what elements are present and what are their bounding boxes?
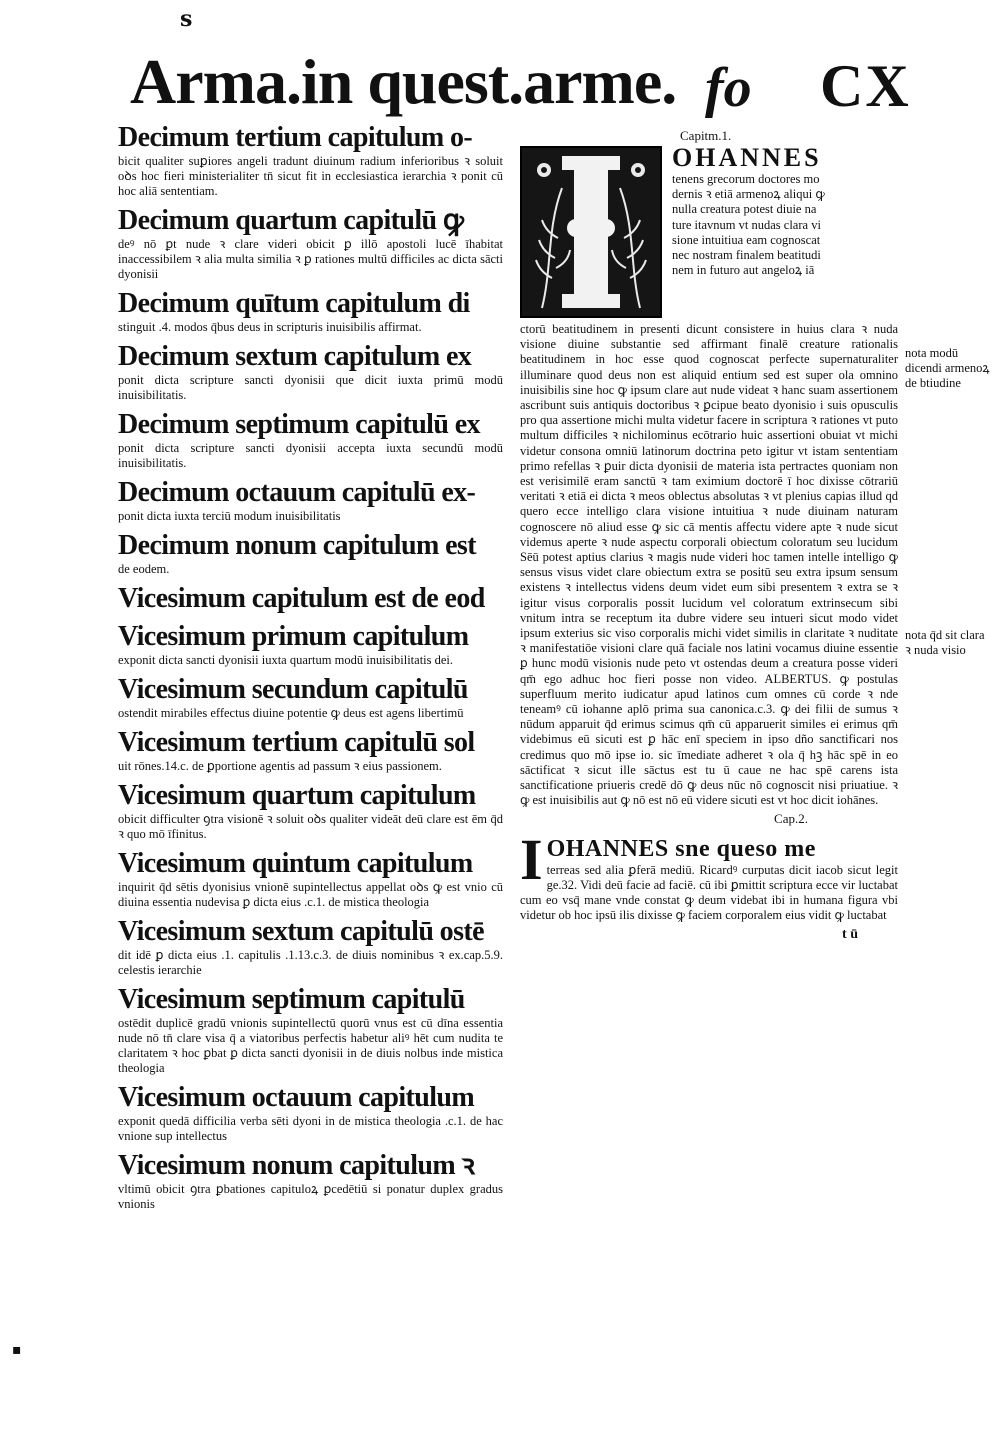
chapter-heading: Vicesimum primum capitulum xyxy=(118,621,469,652)
svg-text:I: I xyxy=(590,286,592,287)
chapter-entry xyxy=(118,916,503,978)
chapter-entry xyxy=(118,621,503,668)
text-line: nulla creatura potest diuie na xyxy=(672,202,817,217)
chapter-entry xyxy=(118,848,503,910)
chapter-heading: Vicesimum tertium capitulū sol xyxy=(118,727,475,758)
chapter-entry xyxy=(118,122,503,199)
main-text-column xyxy=(520,128,898,943)
text-line: sione intuitiua eam cognoscat xyxy=(672,232,821,247)
chapter-entry xyxy=(118,288,503,335)
folio-number: CX xyxy=(820,53,911,119)
chapter-summary: ostendit mirabiles effectus diuine potentie ꝙ deus est agens libertimū xyxy=(118,706,464,720)
chapter-summary: exponit quedā difficilia verba sēti dyoni in de mistica theologia .c.1. de hac vnione sup intellectus xyxy=(118,1114,503,1143)
chapter-entry xyxy=(118,780,503,842)
margin-note: nota q̄d sit clara ꝛ nuda visio xyxy=(905,628,985,657)
chapter-heading: Vicesimum capitulum est de eod xyxy=(118,583,485,614)
chapter-summary: ostēdit duplicē gradū vnionis supintellectū quorū vnus est cū dīna essentia nude nō tn̄ clare visa q̄ a viatoribus perfectis habetur aliꝰ hēt cum nudita te claritatem ꝛ hoc ꝑbat ꝑ dicta sancti dyonisii in de diuis nolbus inde mistica theologia xyxy=(118,1016,503,1075)
chapter-list-column xyxy=(118,122,503,1218)
chapter-summary: stinguit .4. modos q̄bus deus in scripturis inuisibilis affirmat. xyxy=(118,320,422,334)
running-title: Arma.in quest.arme. xyxy=(130,46,677,117)
chapter-summary: ponit dicta scripture sancti dyonisii que dicit iuxta primū modū inuisibilitatis. xyxy=(118,373,503,402)
text-line: dernis ꝛ etiā armenoꝝ aliqui ꝙ xyxy=(672,187,825,202)
chapter-summary: de eodem. xyxy=(118,562,170,576)
chapter-entry xyxy=(118,1082,503,1144)
section-initial: I xyxy=(520,826,543,892)
chapter-summary: deꝰ nō ꝑt nude ꝛ clare videri obicit ꝑ illō apostoli lucē īhabitat inaccessibilem ꝛ alia multa similia ꝛ ꝑ rationes multū difficiles ac dicta sācti dyonisii xyxy=(118,237,503,281)
chapter-summary: bicit qualiter suꝑiores angeli tradunt diuinum radium inferioribus ꝛ soluit oꝺs hoc fieri ministerialiter tn̄ sicut fit in ecclesiastica ierarchia ꝛ ponit cū hoc aliā sententiam. xyxy=(118,154,503,198)
floral-initial-icon xyxy=(522,148,660,316)
chapter-heading: Vicesimum sextum capitulū ostē xyxy=(118,916,484,947)
chapter-entry xyxy=(118,727,503,774)
chapter-heading: Decimum tertium capitulum o- xyxy=(118,122,473,153)
chapter-heading: Decimum quartum capitulū ꝙ xyxy=(118,205,464,236)
chapter-entry xyxy=(118,583,503,615)
chapter-summary: uit rōnes.14.c. de ꝑportione agentis ad passum ꝛ eius passionem. xyxy=(118,759,442,773)
chapter-entry xyxy=(118,409,503,471)
chapter-summary: inquirit q̄d sētis dyonisius vnionē supintellectus appellat oꝺs ꝙ est vnio cū diuina essentia nudevisa ꝑ dicta eius .c.1. de mistica theologia xyxy=(118,880,503,909)
folio-prefix: fo xyxy=(705,57,752,119)
chapter-heading: Vicesimum octauum capitulum xyxy=(118,1082,475,1113)
text-line: ture itavnum vt nudas clara vi xyxy=(672,217,821,232)
chapter-entry xyxy=(118,674,503,721)
chapter-summary: ponit dicta scripture sancti dyonisii accepta iuxta secundū modū inuisibilitatis. xyxy=(118,441,503,470)
chapter-heading: Decimum quītum capitulum di xyxy=(118,288,470,319)
chapter-heading: Decimum septimum capitulū ex xyxy=(118,409,480,440)
margin-note: nota modū dicendi armenoꝝ de btiudine xyxy=(905,346,990,390)
chapter-entry xyxy=(118,477,503,524)
top-edge-mark: s xyxy=(180,6,193,32)
chapter-heading: Decimum sextum capitulum ex xyxy=(118,341,472,372)
chapter-entry xyxy=(118,1150,503,1212)
chapter-summary: vltimū obicit ꝯtra ꝑbationes capituloꝝ ꝑcedētiū si ponatur duplex gradus vnionis xyxy=(118,1182,503,1211)
chapter-entry xyxy=(118,341,503,403)
text-line: nem in futuro aut angeloꝝ iā xyxy=(672,263,815,278)
chapter-label: Capitm.1. xyxy=(680,128,732,143)
chapter-heading: Vicesimum quartum capitulum xyxy=(118,780,476,811)
signature-mark: t ū xyxy=(842,927,858,943)
chapter-label: Cap.2. xyxy=(774,810,808,826)
section-heading: OHANNES sne queso me xyxy=(546,835,816,862)
chapter-heading: Vicesimum nonum capitulum ꝛ xyxy=(118,1150,475,1181)
chapter-heading: Decimum octauum capitulū ex- xyxy=(118,477,476,508)
text-line: tenens grecorum doctores mo xyxy=(672,172,820,186)
chapter-summary: dit idē ꝑ dicta eius .1. capitulis .1.13.c.3. de diuis nominibus ꝛ ex.cap.5.9. celestis ierarchie xyxy=(118,948,503,977)
main-speaker-heading: OHANNES xyxy=(672,143,822,172)
chapter-heading: Vicesimum secundum capitulū xyxy=(118,674,468,705)
chapter-entry xyxy=(118,984,503,1076)
chapter-heading: Vicesimum septimum capitulū xyxy=(118,984,465,1015)
chapter-heading: Vicesimum quintum capitulum xyxy=(118,848,473,879)
second-section xyxy=(520,826,898,944)
chapter-summary: ponit dicta iuxta terciū modum inuisibilitatis xyxy=(118,509,341,523)
section-text: terreas sed alia ꝑferā mediū. Ricardꝰ curputas dicit iacob sicut legit ge.32. Vidi deū facie ad faciē. cū ibi ꝑmittit scriptura ecce vir luctabat cum eo vsq̄ mane vnde constat ꝙ deum videbat ibi in humana figura vbi videtur ob hoc ipsū ilis dixisse ꝙ faciem corporalem eius vidit ꝙ luctabat xyxy=(520,862,898,923)
chapter-entry xyxy=(118,205,503,282)
chapter-summary: obicit difficulter ꝯtra visionē ꝛ soluit oꝺs qualiter videāt deū clare est ēm q̄d ꝛ quo mō īfinitus. xyxy=(118,812,503,841)
margin-speck: ▪ xyxy=(12,1342,22,1358)
decorated-initial xyxy=(520,146,662,318)
text-line: nec nostram finalem beatitudi xyxy=(672,248,821,263)
chapter-summary: exponit dicta sancti dyonisii iuxta quartum modū inuisibilitatis dei. xyxy=(118,653,454,667)
chapter-heading: Decimum nonum capitulum est xyxy=(118,530,476,561)
text-paragraph: ctorū beatitudinem in presenti dicunt consistere in huius clara ꝛ nuda visione diuine substantie sed affirmant finalē creature rationalis beatitudinem in hoc esse quod cognoscat perfecte supernaturaliter illuminare quod deus non est aliquid entium sed est super ola omnino inuisibilis sine hoc ꝙ ipsum clare aut nude videat ꝛ hanc suam assertionem ascribunt suis antiquis doctoribus ꝛ ꝑcipue beato dyonisio i suis opusculis pro qua assertione michi multa videtur facere in scriptura ꝛ rationes vt puto multum difficiles ꝛ nichilominus ecōtrario huic assertioni obuiat vt michi videtur consona omniū latinorum doctrina peto igitur vt istam sententiam primo refellas ꝛ ꝑuir dicta dyonisii de materia ista pertractes quoniam non est verisimilē eram sanctū ꝛ tam eximium doctorē ī hoc dixisse cōtrariū veritati ꝛ etiā ei dicta ꝛ meos oblectus absolutas ꝛ vt plenius capias illud qd quero ecce intelligo clara visione intuitiua ꝛ nude diuinam naturam cognoscere nō aliud esse ꝙ sic cā mentis affectu videre apte ꝛ nude sicut videmus aperte ꝛ nude aspectu corporali obiectum coloratum seu lucidum Sēū potest aptius clarius ꝛ magis nude videri hoc tamen intelle intelligo ꝙ sensus visus videt clare obiectum extra se positū seu extra ipsum sensum existens ꝛ intellectus videns deum videt eum sibi presentem ꝛ extra se ꝛ igitur visus corporalis possit lucidum vel coloratum extrinsecum sibi vnitum intra se receptum ita dubre videre seu intueri sicut modo videt ipsum exterius sic viso corporalis michi videt similis in claritate ꝛ nuditate ꝛ manifestatiōe visioni clare quā faciale nos latini vocamus diuine essentie ꝑ hunc modū visionis nude peto vt ostendas deum a creatura posse videri qm̄ ego adhuc hoc fieri posse non video. ALBERTUS. ꝙ postulas superfluum merito iudicatur apud latinos cum omnes cū corde ꝛ nde teneamꝰ cū iohanne aplō prima sua canonica.c.3. ꝙ dei filii de sumus ꝛ nūdum apparuit q̄d erimus scimus qm̄ cū apparuerit similes ei erimus qm̄ videbimus eū sicuti est ꝑ hāc enī speciem in ipso dño sanctificari nos credimus quo mō ipse io. sic īmediate adheret ꝛ ola q̄ hꝫ hāc spē in eo sāctificat ꝛ sicut ille sāctus est tu ū caue ne hac spē carens ista sanctificatione priueris credē dō ꝙ deus nūc nō cognoscit nisi priuatiue. ꝛ ꝙ est inuisibilis aut ꝙ nō est nō eū videre sicuti est vt hoc dicit iohānes. xyxy=(520,322,898,808)
chapter-entry xyxy=(118,530,503,577)
